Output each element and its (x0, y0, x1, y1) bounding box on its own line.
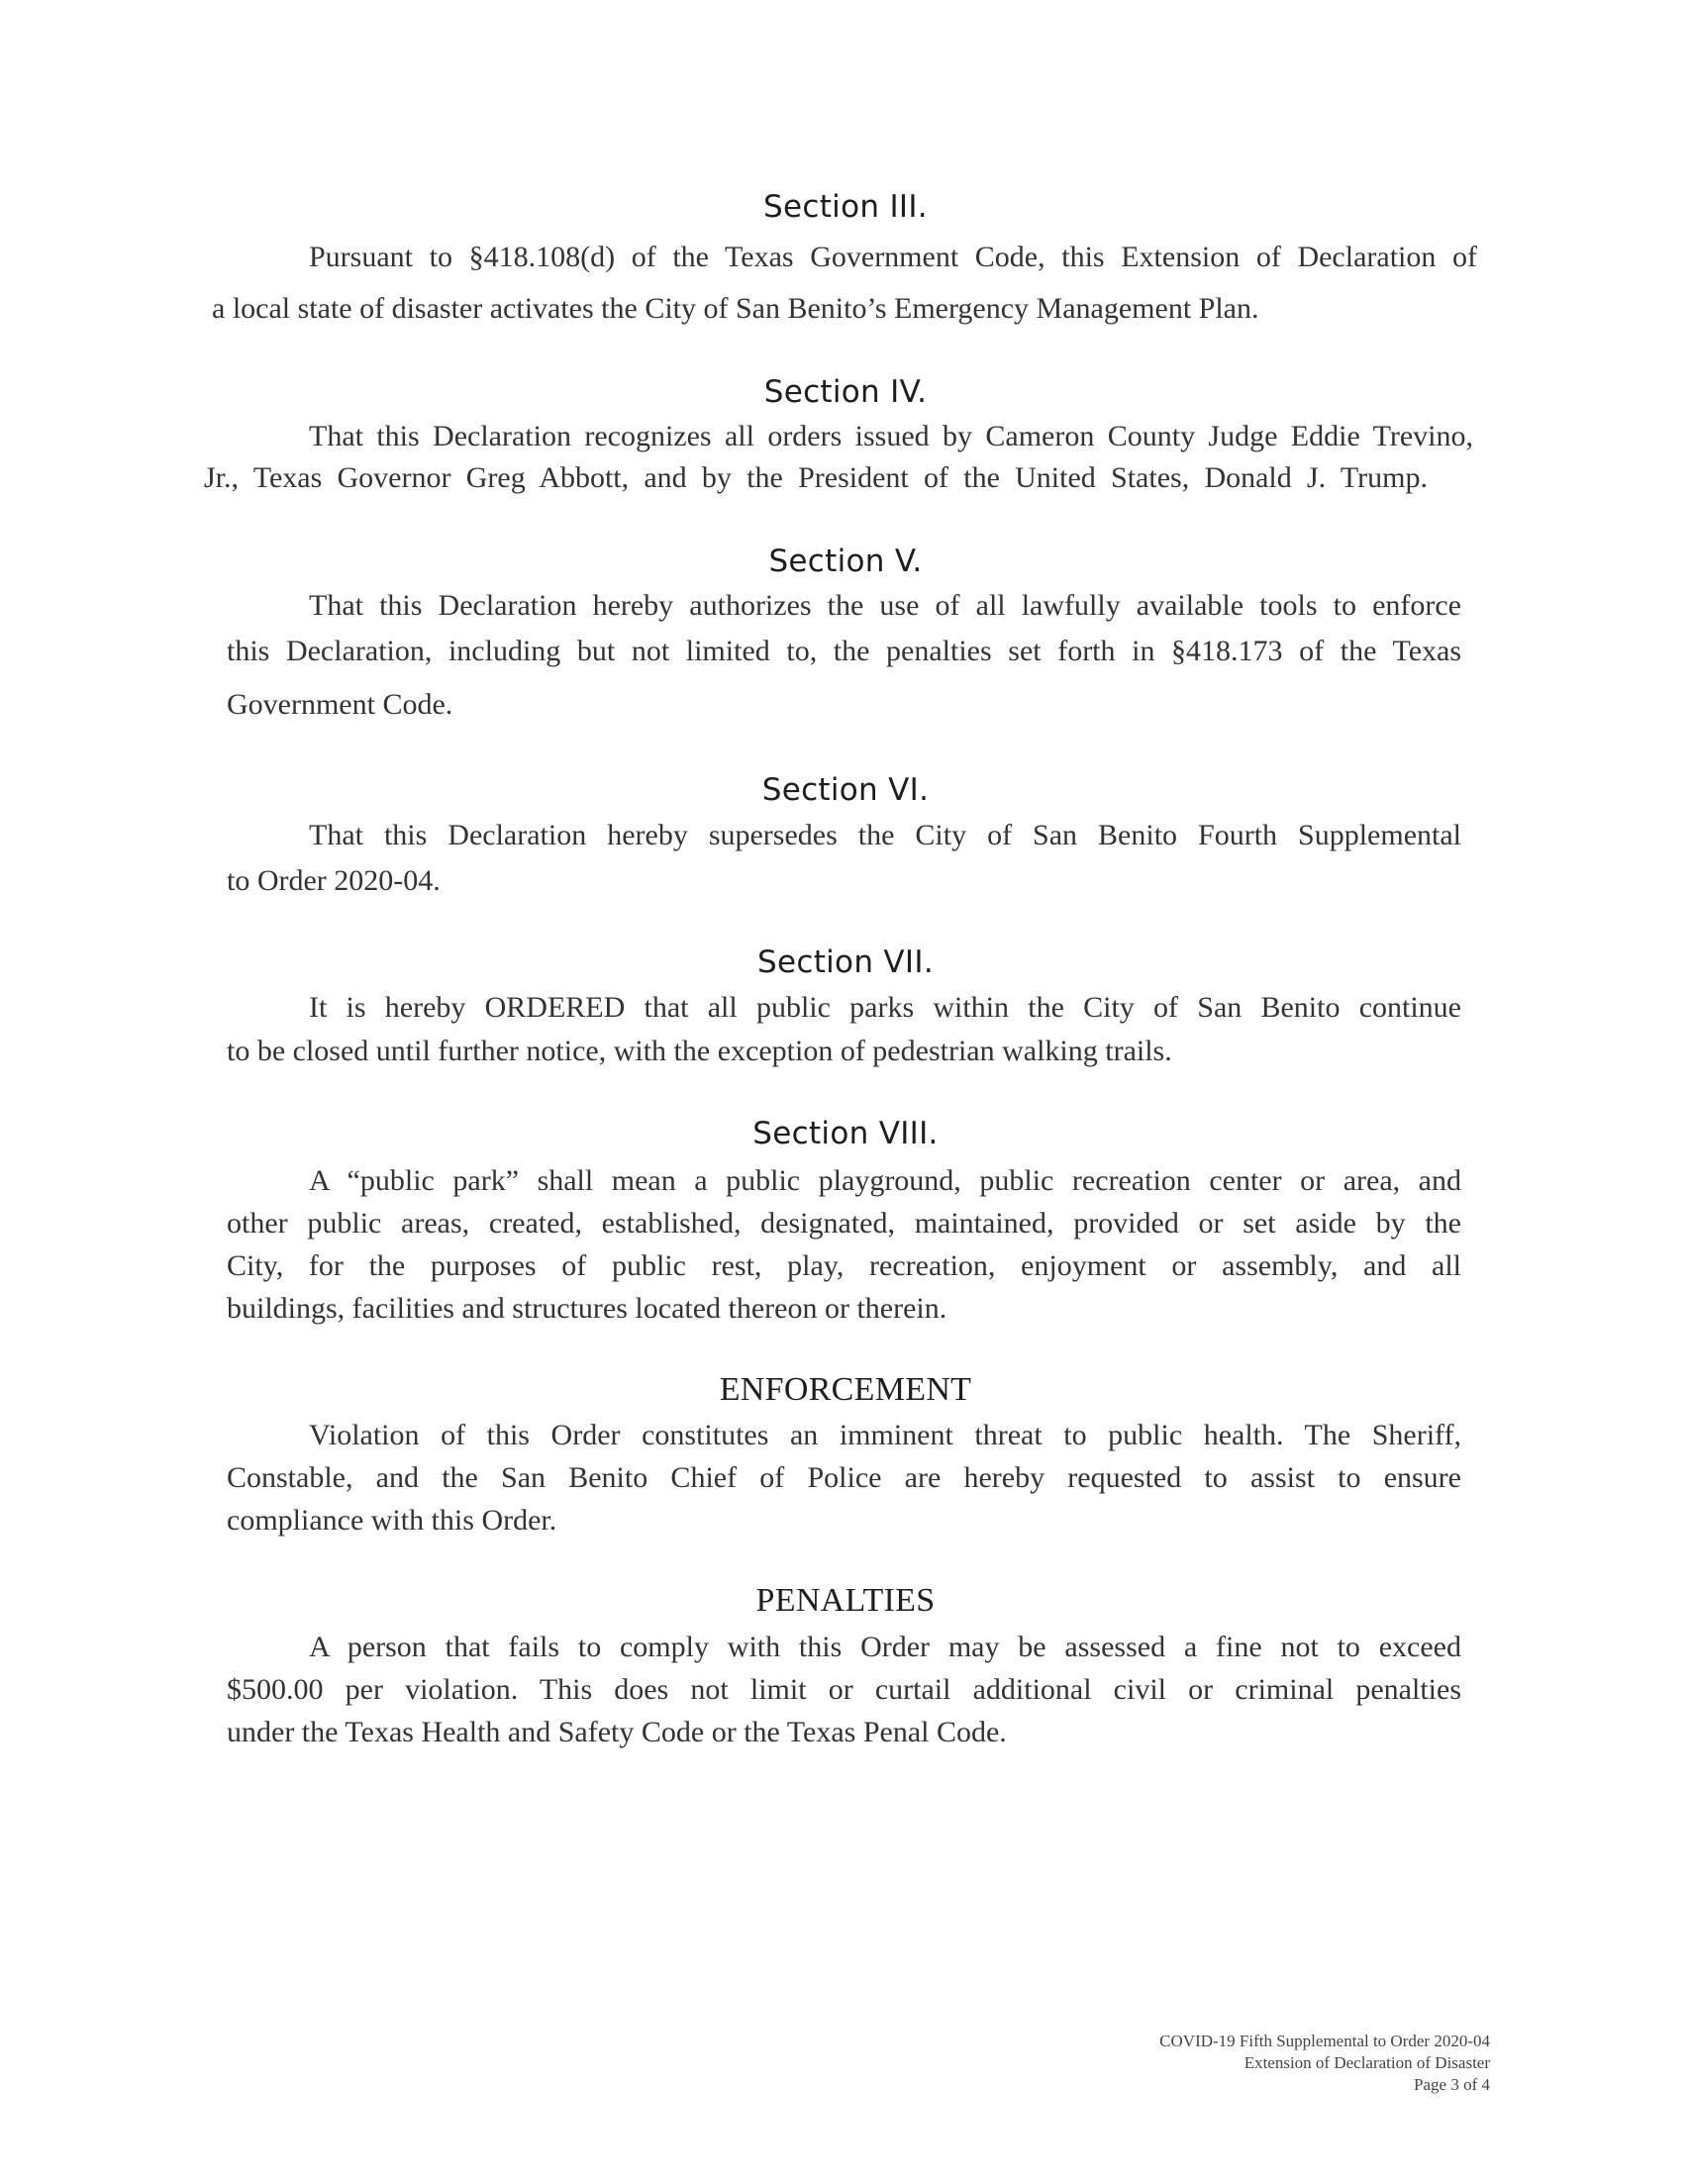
section-vii-line-1: It is hereby ORDERED that all public parks within the City of San Benito continue (309, 991, 1461, 1024)
enforcement-line-3: compliance with this Order. (227, 1504, 557, 1537)
section-iii-line-2: a local state of disaster activates the City of San Benito’s Emergency Management Plan. (212, 292, 1259, 325)
footer-document-subtitle: Extension of Declaration of Disaster (1243, 2053, 1490, 2072)
section-heading-v: Section V. (768, 544, 923, 579)
section-viii-line-3: City, for the purposes of public rest, play, recreation, enjoyment or assembly, and all (227, 1249, 1461, 1282)
section-heading-vi: Section VI. (761, 772, 930, 808)
section-iv-line-1: That this Declaration recognizes all orders issued by Cameron County Judge Eddie Trevino, (309, 420, 1473, 452)
section-heading-penalties: PENALTIES (755, 1582, 936, 1619)
section-v-line-3: Government Code. (227, 688, 453, 721)
section-vi-line-2: to Order 2020-04. (227, 864, 441, 897)
section-heading-viii: Section VIII. (752, 1116, 939, 1151)
section-iv-line-2: Jr., Texas Governor Greg Abbott, and by the President of the United States, Donald J. Trump. (204, 461, 1428, 494)
section-heading-enforcement: ENFORCEMENT (719, 1371, 972, 1408)
section-heading-vii: Section VII. (757, 944, 934, 980)
section-v-line-2: this Declaration, including but not limited to, the penalties set forth in §418.173 of the Texas (227, 635, 1461, 667)
section-viii-line-1: A “public park” shall mean a public playground, public recreation center or area, and (309, 1164, 1461, 1197)
penalties-line-1: A person that fails to comply with this Order may be assessed a fine not to exceed (309, 1631, 1461, 1663)
penalties-line-2: $500.00 per violation. This does not limit or curtail additional civil or criminal penalties (227, 1673, 1461, 1706)
enforcement-line-2: Constable, and the San Benito Chief of Police are hereby requested to assist to ensure (227, 1461, 1461, 1494)
section-viii-line-4: buildings, facilities and structures located thereon or therein. (227, 1292, 947, 1325)
section-v-line-1: That this Declaration hereby authorizes the use of all lawfully available tools to enforce (309, 589, 1461, 622)
footer-page-number: Page 3 of 4 (1414, 2075, 1490, 2094)
section-iii-line-1: Pursuant to §418.108(d) of the Texas Government Code, this Extension of Declaration of (309, 241, 1477, 273)
section-viii-line-2: other public areas, created, established, designated, maintained, provided or set aside by the (227, 1207, 1461, 1240)
footer-document-title: COVID-19 Fifth Supplemental to Order 2020-04 (1159, 2032, 1490, 2050)
section-vii-line-2: to be closed until further notice, with the exception of pedestrian walking trails. (227, 1035, 1172, 1067)
enforcement-line-1: Violation of this Order constitutes an imminent threat to public health. The Sheriff, (309, 1419, 1461, 1451)
penalties-line-3: under the Texas Health and Safety Code or the Texas Penal Code. (227, 1716, 1007, 1748)
section-heading-iii: Section III. (763, 189, 928, 225)
section-vi-line-1: That this Declaration hereby supersedes the City of San Benito Fourth Supplemental (309, 819, 1461, 851)
section-heading-iv: Section IV. (763, 374, 928, 410)
